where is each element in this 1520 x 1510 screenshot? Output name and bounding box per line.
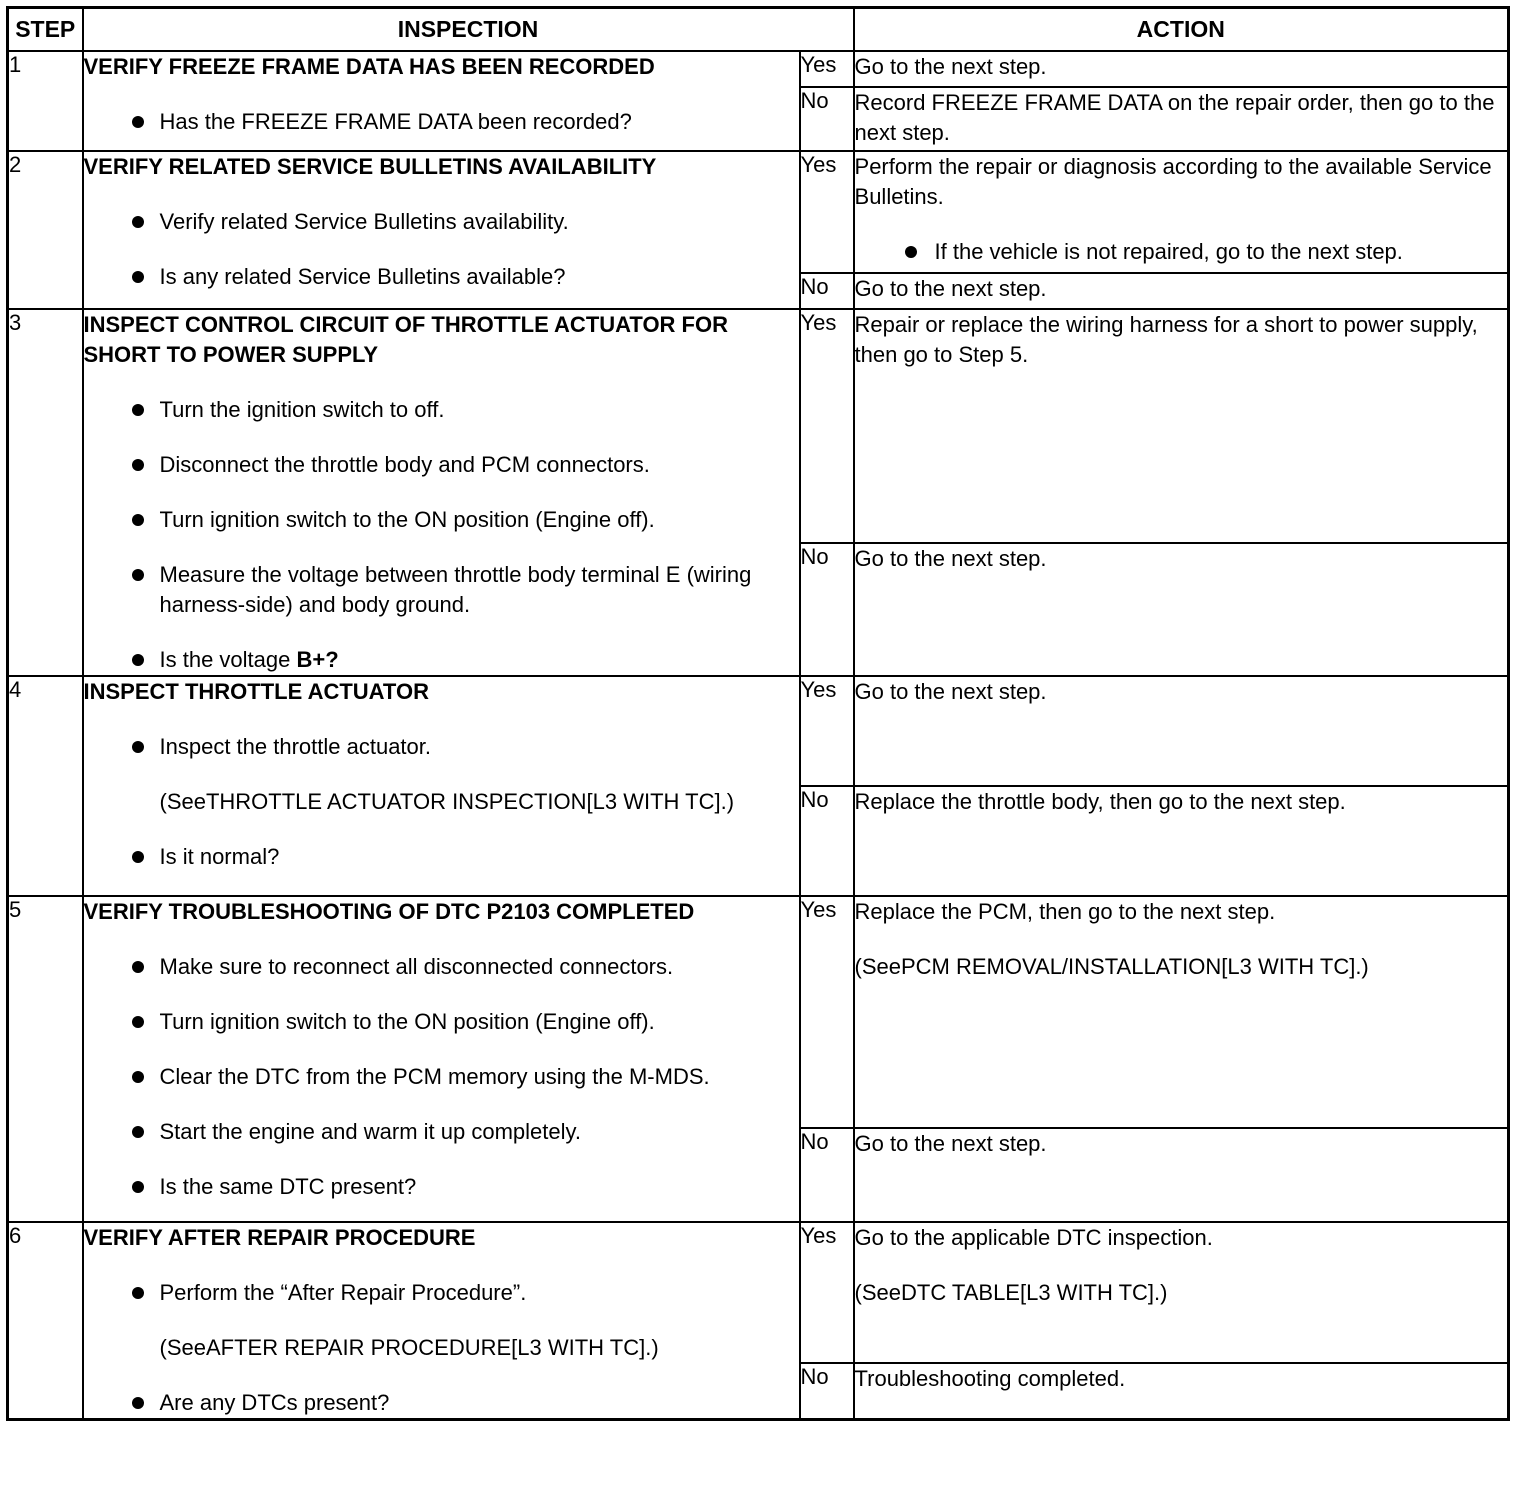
inspection-item: Turn ignition switch to the ON position (Engine off).	[84, 505, 799, 535]
no-action: Go to the next step.	[854, 1128, 1509, 1222]
reference-note: (SeeAFTER REPAIR PROCEDURE[L3 WITH TC].)	[159, 1335, 659, 1360]
no-label: No	[800, 1363, 854, 1420]
inspection-question: Is it normal?	[84, 842, 799, 872]
inspection-question: Is the same DTC present?	[84, 1172, 799, 1202]
inspection-cell	[83, 896, 800, 1222]
question-value: B+?	[296, 647, 339, 672]
no-action: Record FREEZE FRAME DATA on the repair order, then go to the next step.	[854, 87, 1509, 151]
diagnostic-procedure-table	[6, 6, 1510, 1421]
inspection-item: Turn the ignition switch to off.	[84, 395, 799, 425]
step-number: 5	[8, 896, 83, 1222]
inspection-item: Is any related Service Bulletins available?	[84, 262, 799, 292]
no-label: No	[800, 273, 854, 309]
step-number: 4	[8, 676, 83, 896]
inspection-item: Make sure to reconnect all disconnected connectors.	[84, 952, 799, 982]
no-action: Go to the next step.	[854, 543, 1509, 676]
inspection-item: Measure the voltage between throttle body terminal E (wiring harness-side) and body ground.	[84, 560, 799, 620]
inspection-item: Inspect the throttle actuator.	[84, 732, 799, 762]
step-number: 2	[8, 151, 83, 309]
step-number: 6	[8, 1222, 83, 1420]
yes-action: Replace the PCM, then go to the next step.	[854, 899, 1276, 924]
table-row	[8, 51, 1509, 87]
inspection-cell	[83, 151, 800, 309]
question-text: Is the voltage	[159, 647, 297, 672]
no-action: Troubleshooting completed.	[854, 1363, 1509, 1420]
yes-action: Go to the next step.	[854, 676, 1509, 786]
yes-label: Yes	[800, 1222, 854, 1363]
table-row	[8, 896, 1509, 1128]
yes-action: Go to the next step.	[854, 51, 1509, 87]
step-number: 3	[8, 309, 83, 676]
yes-action: Go to the applicable DTC inspection.	[854, 1225, 1213, 1250]
yes-label: Yes	[800, 51, 854, 87]
table-row	[8, 676, 1509, 786]
no-action: Go to the next step.	[854, 273, 1509, 309]
yes-action-cell	[854, 151, 1509, 273]
inspection-item: Disconnect the throttle body and PCM connectors.	[84, 450, 799, 480]
no-label: No	[800, 1128, 854, 1222]
inspection-item: Verify related Service Bulletins availability.	[84, 207, 799, 237]
header-action: ACTION	[854, 8, 1509, 52]
inspection-cell	[83, 676, 800, 896]
table-row	[8, 309, 1509, 543]
step-title: VERIFY TROUBLESHOOTING OF DTC P2103 COMPLETED	[83, 899, 695, 924]
inspection-item: Start the engine and warm it up completely.	[84, 1117, 799, 1147]
reference-note: (SeeDTC TABLE[L3 WITH TC].)	[854, 1280, 1168, 1305]
step-title: INSPECT THROTTLE ACTUATOR	[83, 679, 429, 704]
inspection-cell	[83, 309, 800, 676]
table-row	[8, 151, 1509, 273]
step-title: VERIFY AFTER REPAIR PROCEDURE	[83, 1225, 476, 1250]
no-label: No	[800, 543, 854, 676]
yes-label: Yes	[800, 896, 854, 1128]
inspection-cell	[83, 1222, 800, 1420]
step-title: INSPECT CONTROL CIRCUIT OF THROTTLE ACTUATOR FOR SHORT TO POWER SUPPLY	[83, 312, 728, 367]
inspection-item: Perform the “After Repair Procedure”.	[84, 1278, 799, 1308]
yes-label: Yes	[800, 309, 854, 543]
header-step: STEP	[8, 8, 83, 52]
reference-note: (SeeTHROTTLE ACTUATOR INSPECTION[L3 WITH TC].)	[159, 789, 735, 814]
yes-action: Perform the repair or diagnosis according to the available Service Bulletins.	[854, 154, 1492, 209]
yes-label: Yes	[800, 151, 854, 273]
yes-action-cell	[854, 1222, 1509, 1363]
inspection-item: Has the FREEZE FRAME DATA been recorded?	[84, 107, 799, 137]
no-action: Replace the throttle body, then go to the next step.	[854, 786, 1509, 896]
table-row	[8, 1222, 1509, 1363]
yes-action-cell	[854, 896, 1509, 1128]
reference-note: (SeePCM REMOVAL/INSTALLATION[L3 WITH TC].)	[854, 954, 1369, 979]
step-title: VERIFY RELATED SERVICE BULLETINS AVAILABILITY	[83, 154, 657, 179]
no-label: No	[800, 87, 854, 151]
no-label: No	[800, 786, 854, 896]
step-title: VERIFY FREEZE FRAME DATA HAS BEEN RECORDED	[83, 54, 655, 79]
action-item: If the vehicle is not repaired, go to the next step.	[855, 237, 1508, 267]
step-number: 1	[8, 51, 83, 151]
inspection-item: Turn ignition switch to the ON position (Engine off).	[84, 1007, 799, 1037]
inspection-question	[84, 645, 799, 675]
inspection-cell	[83, 51, 800, 151]
header-inspection: INSPECTION	[83, 8, 854, 52]
inspection-item: Clear the DTC from the PCM memory using the M-MDS.	[84, 1062, 799, 1092]
yes-label: Yes	[800, 676, 854, 786]
yes-action: Repair or replace the wiring harness for a short to power supply, then go to Step 5.	[854, 309, 1509, 543]
inspection-question: Are any DTCs present?	[84, 1388, 799, 1418]
table-header-row	[8, 8, 1509, 52]
